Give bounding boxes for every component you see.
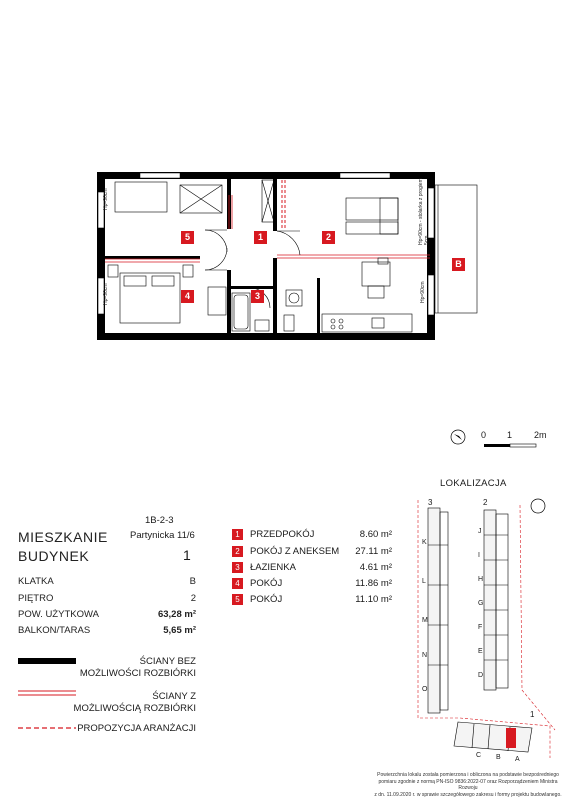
room-name: POKÓJ xyxy=(250,578,283,589)
scale-label-2: 2m xyxy=(534,430,547,440)
interior-walls xyxy=(105,179,320,333)
room-row xyxy=(232,562,392,575)
room-area: 8.60 m² xyxy=(359,529,392,540)
room-name: POKÓJ xyxy=(250,594,283,605)
plan-room-badge-4: 4 xyxy=(181,290,194,303)
room-row xyxy=(232,546,392,559)
staircase-a: A xyxy=(515,756,520,763)
room-number: 5 xyxy=(232,594,243,605)
window-label-1: Hp=90cm xyxy=(103,188,109,210)
area-value: 63,28 m² xyxy=(157,609,196,620)
legend-removable-line1: ŚCIANY Z xyxy=(152,691,196,702)
room-row xyxy=(232,529,392,542)
room-name: ŁAZIENKA xyxy=(250,562,296,573)
klatka-label: KLATKA xyxy=(18,576,54,587)
staircase-e: E xyxy=(478,648,483,655)
scale-label-1: 1 xyxy=(507,430,513,440)
legend-fixed-walls xyxy=(70,656,196,680)
legend-swatches xyxy=(18,658,78,738)
room-name: PRZEDPOKÓJ xyxy=(250,529,315,540)
balcony-label: BALKON/TARAS xyxy=(18,625,91,636)
building-number: 1 xyxy=(183,547,191,563)
plan-room-badge-5: 3 xyxy=(251,290,264,303)
area-label: POW. UŻYTKOWA xyxy=(18,609,99,620)
location-north-arrow-icon xyxy=(531,499,545,513)
staircase-f: F xyxy=(478,624,483,631)
room-row xyxy=(232,594,392,607)
room-area: 11.10 m² xyxy=(355,594,392,605)
legend-fixed-line1: ŚCIANY BEZ xyxy=(139,656,196,667)
legend-solid-wall xyxy=(18,658,76,664)
staircase-k: K xyxy=(422,539,427,546)
staircase-l: L xyxy=(422,578,426,585)
plan-room-badge-1: 5 xyxy=(181,231,194,244)
staircase-m: M xyxy=(422,617,428,624)
pietro-label: PIĘTRO xyxy=(18,593,54,604)
window-label-2: Hp=90cm xyxy=(103,283,109,305)
area-footnote xyxy=(370,772,566,798)
plan-room-badge-3: 2 xyxy=(322,231,335,244)
pietro-value: 2 xyxy=(190,593,196,604)
staircase-n: N xyxy=(422,652,428,659)
window-label-4: Hp=90cm - stolarka z progiem 5cm xyxy=(418,178,430,245)
staircase-i: I xyxy=(478,552,480,559)
klatka-value: B xyxy=(189,576,196,587)
north-arrow-icon xyxy=(451,430,465,444)
staircase-b: B xyxy=(496,754,501,761)
room-number: 3 xyxy=(232,562,243,573)
legend-removable-line2: MOŻLIWOŚCIĄ ROZBIÓRKI xyxy=(73,703,196,714)
staircase-d: D xyxy=(478,672,484,679)
scale-bar xyxy=(484,444,536,447)
apartment-title: MIESZKANIE xyxy=(18,529,108,545)
room-row xyxy=(232,578,392,591)
staircase-j: J xyxy=(478,528,482,535)
scale-label-0: 0 xyxy=(481,430,487,440)
legend-proposal: PROPOZYCJA ARANŻACJI xyxy=(77,723,196,734)
balcony-value: 5,65 m² xyxy=(163,625,196,636)
legend-removable-walls xyxy=(70,691,196,715)
apartment-address: Partynicka 11/6 xyxy=(130,530,195,541)
building-2-label: 2 xyxy=(483,498,488,507)
room-number: 2 xyxy=(232,546,243,557)
staircase-o: O xyxy=(422,686,428,693)
footnote-line3: z dn. 11.09.2020 r. w sprawie szczegółowego zakresu i formy projektu budowlanego. xyxy=(374,791,562,798)
room-area: 4.61 m² xyxy=(359,562,392,573)
room-number: 1 xyxy=(232,529,243,540)
window-label-3: Hp=90cm xyxy=(420,281,426,303)
demolishable-walls xyxy=(105,195,430,262)
staircase-h: H xyxy=(478,576,484,583)
plan-room-badge-2: 1 xyxy=(254,231,267,244)
staircase-g: G xyxy=(478,600,484,607)
room-name: POKÓJ Z ANEKSEM xyxy=(250,546,340,557)
room-area: 11.86 m² xyxy=(355,578,392,589)
building-title: BUDYNEK xyxy=(18,548,90,564)
location-map xyxy=(400,490,568,760)
location-title: LOKALIZACJA xyxy=(440,478,507,489)
apartment-code: 1B-2-3 xyxy=(145,515,174,526)
building-1-label: 1 xyxy=(530,710,535,719)
room-number: 4 xyxy=(232,578,243,589)
plan-balcony-badge: B xyxy=(452,258,465,271)
footnote-line1: Powierzchnia lokalu została pomierzona i obliczona na podstawie bezpośredniego xyxy=(377,772,559,778)
legend-fixed-line2: MOŻLIWOŚCI ROZBIÓRKI xyxy=(79,668,196,679)
building-3-label: 3 xyxy=(428,498,433,507)
location-highlight xyxy=(506,728,516,748)
room-area: 27.11 m² xyxy=(355,546,392,557)
proposed-arrangement xyxy=(282,180,285,228)
footnote-line2: pomiaru zgodnie z normą PN-ISO 9836:2022-07 oraz Rozporządzeniem Ministra Rozwoju xyxy=(378,778,558,791)
staircase-c: C xyxy=(476,752,482,759)
